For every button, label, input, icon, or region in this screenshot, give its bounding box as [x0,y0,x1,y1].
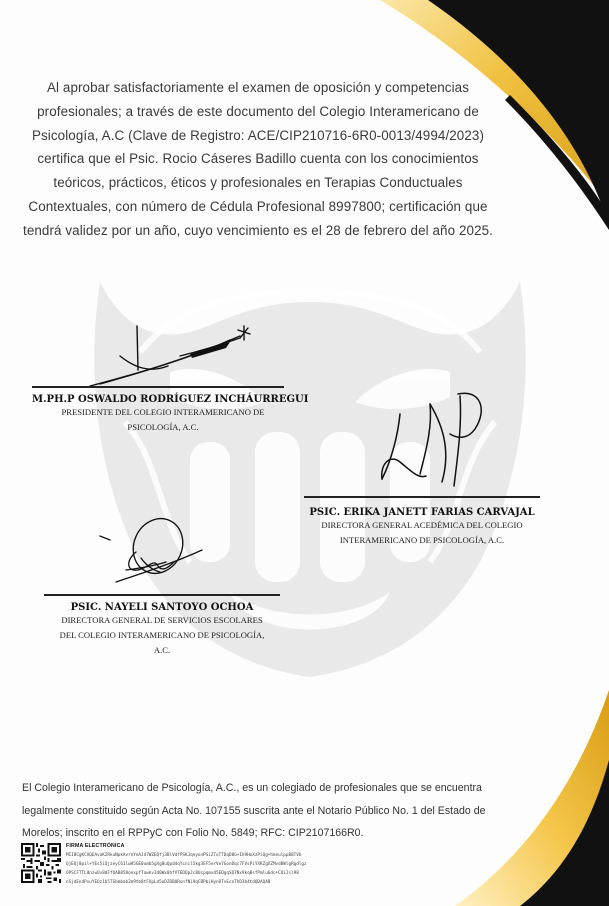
academic-role: DIRECTORA GENERAL ACEDÉMICA DEL COLEGIO INTERAMERICANO DE PSICOLOGÍA, A.C. [321,520,523,545]
cert-line: teóricos, prácticos, éticos y profesionales en Terapias Conductuales [53,175,463,191]
president-role: PRESIDENTE DEL COLEGIO INTERAMERICANO DE PSICOLOGÍA, A.C. [61,407,265,432]
president-name: M.PH.P OSWALDO RODRÍGUEZ INCHÁURREGUI [32,394,309,405]
signature-school [96,510,206,592]
cert-line: Contextuales, con número de Cédula Profesional 8997800; certificación que [28,198,488,214]
school-name: PSIC. NAYELI SANTOYO OCHOA [70,602,254,613]
signature-president [80,318,270,390]
signature-academic [370,384,500,494]
footer-line: El Colegio Interamericano de Psicología, A.C., es un colegiado de profesionales que se encuentra [22,782,482,794]
electronic-signature-line: nSjdEndPvuYEOz1b5TGbmbab2m9tb8tFXpLd5oDZDBURunfNi9qCBPbiHynDTvEcoThD3b4tdQDAQAB [66,880,271,885]
academic-name: PSIC. ERIKA JANETT FARIAS CARVAJAL [309,507,535,518]
cert-line: profesionales; a través de este documento del Colegio Interamericano de [37,103,479,119]
certificate-body [22,76,494,243]
electronic-signature-line: OPSCFTTLdnzwUv8dFfUAB858onxpfTawkv340Wx0hfVTEDQpJc8Ucpqmxd5EDgqSQ7Nx9kqBsfPmlu6dc+COi2sl98 [66,871,299,876]
school-role: DIRECTORA GENERAL DE SERVICIOS ESCOLARES DEL COLEGIO INTERAMERICANO DE PSICOLOGÍA, A.C. [59,615,265,655]
footer-line: legalmente constituido según Acta No. 107155 suscrita ante el Notario Público No. 1 del Estado de [22,804,486,817]
signature-line-school [44,594,280,596]
signature-line-academic [304,496,540,498]
electronic-signature-label: FIRMA ELECTRÓNICA [66,843,125,849]
footer-legal-text [22,777,492,845]
qr-code-icon [21,843,61,883]
cert-line: Psicología, A.C (Clave de Registro: ACE/CIP210716-6R0-0013/4994/2023) [31,127,485,143]
cert-line: Al aprobar satisfactoriamente el examen de oposición y competencias [46,80,470,95]
electronic-signature-line: MIIBCgKCAQEAvaK2RkuNpkAvrnYeAJd7WZEQfj3BlVdfPSKJqeyonPSiZToTTDqD8G+Ih9HoXzPiQg+hkeulppB8TVb [66,853,302,858]
electronic-signature-line: QjEQj0pil+YEs5iQjzeyC61lwH5GE0umb5gXg8uQpd4qYcnil5kg3EF5erVe7GonDqc7FVsPiYXKZgXZMvd8WlgRgdlgz [66,862,307,867]
signature-line-president [32,386,284,388]
footer-line: Morelos; inscrito en el RPPyC con Folio No. 5849; RFC: CIP2107166R0. [22,827,364,839]
cert-line: certifica que el Psic. Rocio Cáseres Badillo cuenta con los conocimientos [37,151,479,167]
cert-line: tendrá validez por un año, cuyo vencimiento es el 28 de febrero del año 2025. [23,222,493,238]
